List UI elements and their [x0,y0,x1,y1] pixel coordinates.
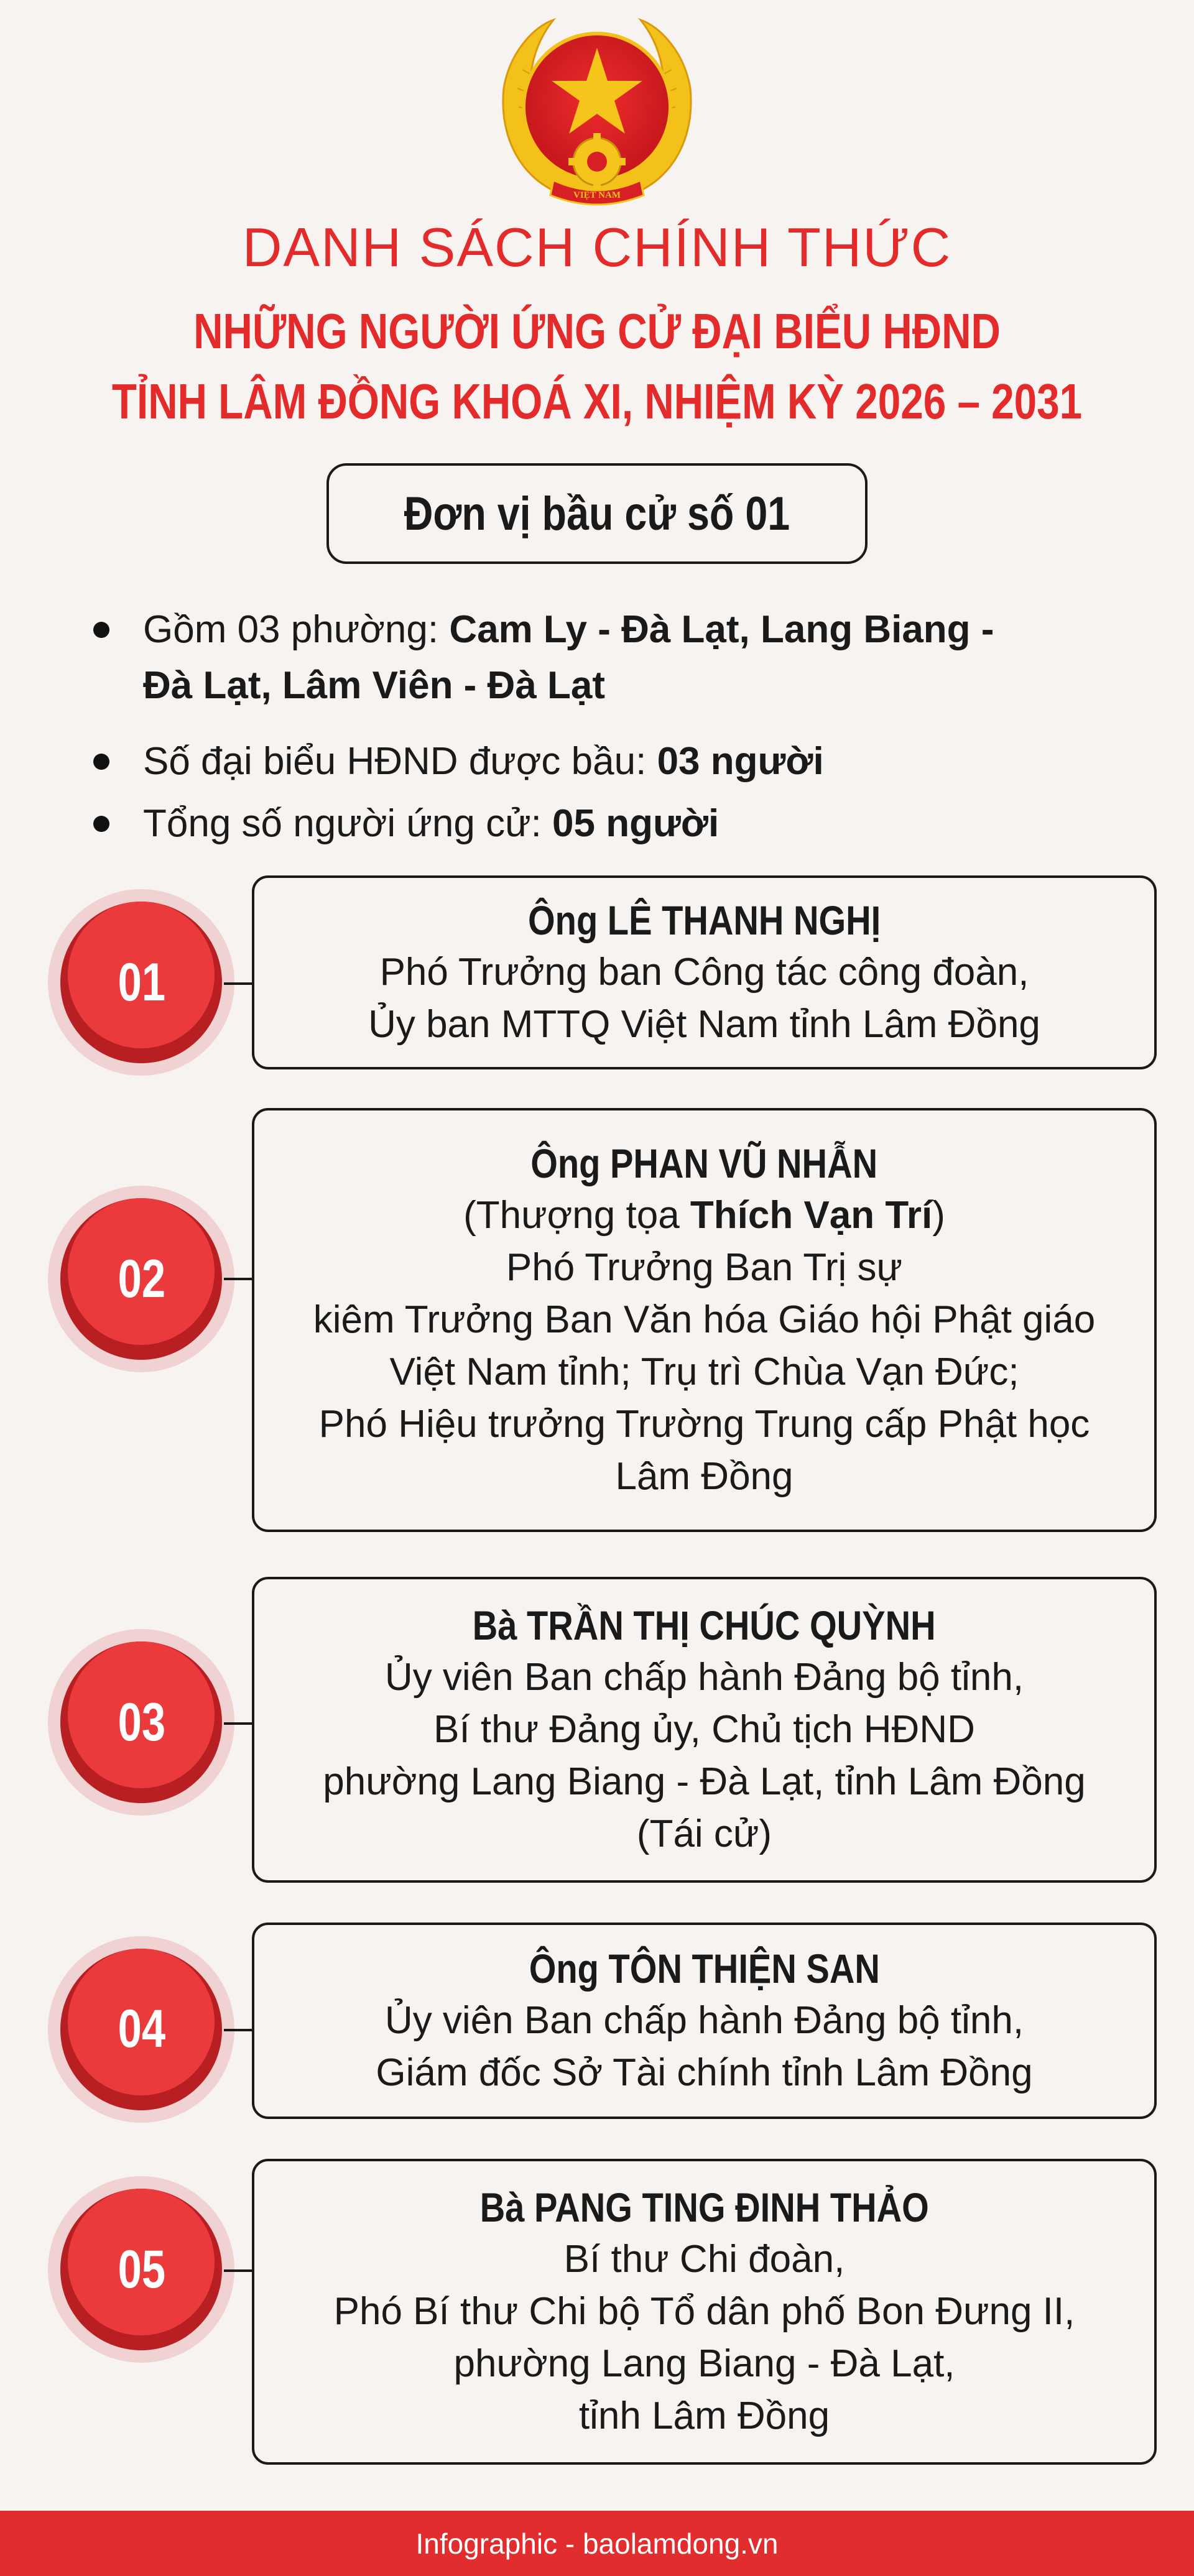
title-term: TỈNH LÂM ĐỒNG KHOÁ XI, NHIỆM KỲ 2026 – 2031 [111,374,1083,429]
connector-line [224,1722,254,1725]
connector-line [224,2029,254,2031]
wards-list-line1: Cam Ly - Đà Lạt, Lang Biang - [449,608,994,651]
candidate-role-line: tỉnh Lâm Đồng [578,2394,830,2437]
candidate-name: Bà TRẦN THỊ CHÚC QUỲNH [473,1602,936,1648]
candidate-role-line: Phó Trưởng Ban Trị sự [506,1246,903,1289]
candidate-role-line: Ủy ban MTTQ Việt Nam tỉnh Lâm Đồng [368,1003,1040,1046]
candidate-role-line: kiêm Trưởng Ban Văn hóa Giáo hội Phật giáo [313,1298,1096,1341]
candidate-alias: (Thượng tọa Thích Vạn Trí) [463,1194,945,1237]
delegates-info [93,734,1163,790]
wards-list-line2: Đà Lạt, Lâm Viên - Đà Lạt [143,664,606,707]
national-emblem [485,14,709,213]
title-candidates: NHỮNG NGƯỜI ỨNG CỬ ĐẠI BIỂU HĐND [193,303,1001,359]
candidate-name: Ông PHAN VŨ NHẪN [530,1140,878,1186]
wards-prefix: Gồm 03 phường: [143,608,450,651]
electoral-unit-box [326,463,868,564]
electoral-unit-label: Đơn vị bầu cử số 01 [404,487,790,540]
candidate-name: Ông TÔN THIỆN SAN [529,1946,880,1992]
bullet-icon [93,754,109,770]
candidate-role-line: phường Lang Biang - Đà Lạt, tỉnh Lâm Đồng [323,1760,1086,1803]
candidate-card-01 [252,875,1157,1069]
delegates-prefix: Số đại biểu HĐND được bầu: [143,740,657,783]
title-official-list: DANH SÁCH CHÍNH THỨC [242,216,952,278]
candidate-card-02 [252,1108,1157,1532]
candidate-role-line: Ủy viên Ban chấp hành Đảng bộ tỉnh, [384,1656,1024,1699]
badge-number-03: 03 [118,1692,165,1752]
candidate-role-line: Ủy viên Ban chấp hành Đảng bộ tỉnh, [384,1999,1024,2042]
delegates-value: 03 người [657,740,824,783]
candidates-prefix: Tổng số người ứng cử: [143,802,553,845]
candidate-role-line: Phó Bí thư Chi bộ Tổ dân phố Bon Đưng II, [333,2290,1075,2333]
candidate-name: Ông LÊ THANH NGHỊ [527,897,881,943]
badge-number-05: 05 [118,2240,165,2299]
candidate-card-05 [252,2159,1157,2465]
candidate-role-line: Bí thư Chi đoàn, [563,2238,845,2281]
candidate-role-line: (Tái cử) [636,1812,772,1855]
candidate-role-line: Việt Nam tỉnh; Trụ trì Chùa Vạn Đức; [389,1350,1019,1393]
bullet-icon [93,622,109,638]
connector-line [224,2269,254,2272]
footer-credit [0,2511,1194,2576]
badge-number-01: 01 [118,953,165,1012]
connector-line [224,1278,254,1280]
candidate-name: Bà PANG TING ĐINH THẢO [479,2184,929,2230]
candidates-value: 05 người [552,802,720,845]
badge-number-04: 04 [118,1999,165,2059]
connector-line [224,982,254,985]
candidate-role-line: Phó Trưởng ban Công tác công đoàn, [379,951,1029,994]
bullet-icon [93,816,109,832]
wards-info [93,602,1163,714]
candidate-role-line: Bí thư Đảng ủy, Chủ tịch HĐND [433,1708,975,1751]
candidate-role-line: Lâm Đồng [615,1455,794,1498]
candidate-role-line: phường Lang Biang - Đà Lạt, [453,2342,955,2385]
candidate-card-04 [252,1923,1157,2119]
candidate-role-line: Phó Hiệu trưởng Trường Trung cấp Phật học [318,1403,1090,1446]
candidates-info [93,796,1163,852]
footer-link[interactable]: Infographic - baolamdong.vn [415,2527,779,2560]
badge-number-02: 02 [118,1249,165,1309]
emblem-banner-text: VIỆT NAM [573,190,621,200]
candidate-role-line: Giám đốc Sở Tài chính tỉnh Lâm Đồng [376,2051,1033,2094]
candidate-card-03 [252,1577,1157,1883]
